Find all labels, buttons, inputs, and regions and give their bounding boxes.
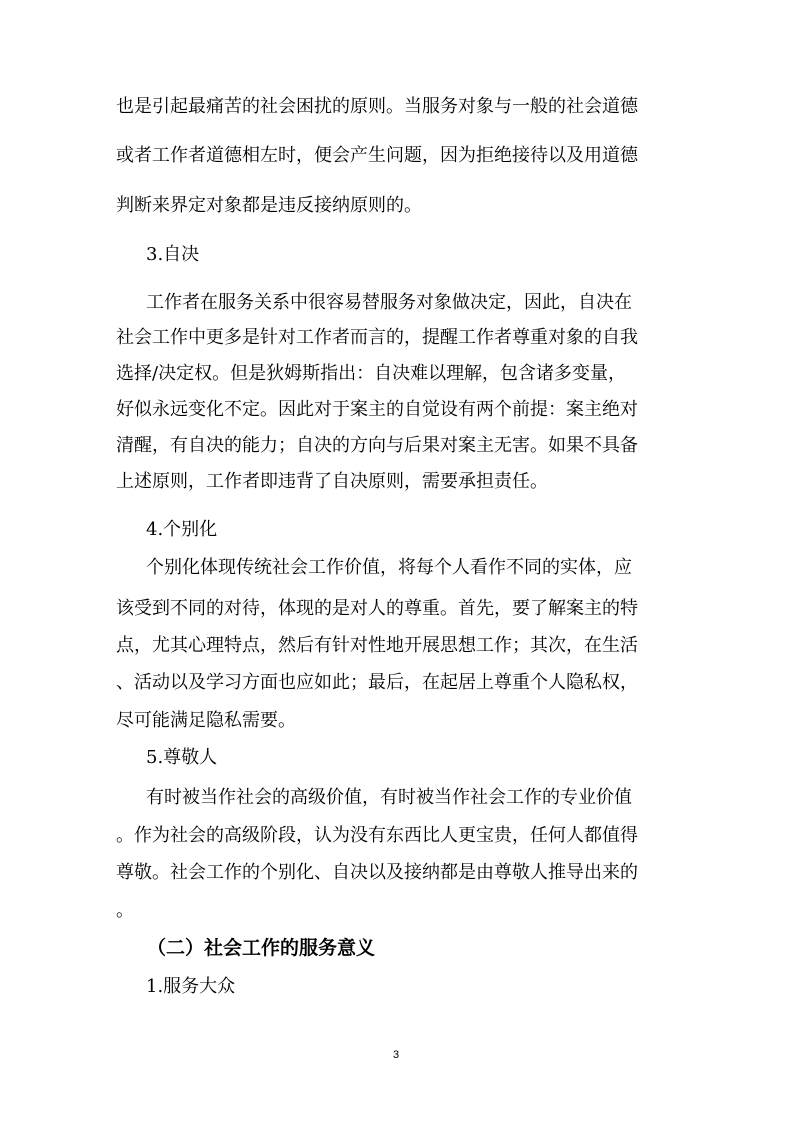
paragraph-line: 或者工作者道德相左时，便会产生问题，因为拒绝接待以及用道德 (116, 145, 638, 166)
section-heading-individualization: 4.个别化 (146, 519, 218, 540)
subsection-title: （二）社会工作的服务意义 (147, 937, 376, 959)
paragraph-line: 有时被当作社会的高级价值，有时被当作社会工作的专业价值 (146, 787, 632, 808)
section-heading-serve-public: 1.服务大众 (146, 976, 236, 997)
paragraph-line: 清醒，有自决的能力；自决的方向与后果对案主无害。如果不具备 (116, 435, 638, 456)
paragraph-line: 、活动以及学习方面也应如此；最后，在起居上尊重个人隐私权， (116, 672, 638, 693)
paragraph-line: 个别化体现传统社会工作价值，将每个人看作不同的实体，应 (146, 557, 632, 578)
paragraph-line: 上述原则，工作者即违背了自决原则，需要承担责任。 (116, 471, 548, 492)
section-heading-self-determination: 3.自决 (146, 244, 200, 265)
paragraph-line: 判断来界定对象都是违反接纳原则的。 (116, 195, 422, 216)
paragraph-line: 。 (116, 900, 134, 921)
section-heading-respect: 5.尊敬人 (146, 747, 218, 768)
paragraph-line: 该受到不同的对待，体现的是对人的尊重。首先，要了解案主的特 (116, 598, 638, 619)
paragraph-line: 尽可能满足隐私需要。 (116, 710, 296, 731)
page-number: 3 (392, 1049, 400, 1061)
paragraph-line: 工作者在服务关系中很容易替服务对象做决定，因此，自决在 (146, 292, 632, 313)
paragraph-line: 点，尤其心理特点，然后有针对性地开展思想工作；其次，在生活 (116, 635, 638, 656)
paragraph-line: 社会工作中更多是针对工作者而言的，提醒工作者尊重对象的自我 (116, 327, 638, 348)
paragraph-line: 也是引起最痛苦的社会困扰的原则。当服务对象与一般的社会道德 (116, 96, 638, 117)
paragraph-line: 好似永远变化不定。因此对于案主的自觉设有两个前提：案主绝对 (116, 399, 638, 420)
paragraph-line: 选择/决定权。但是狄姆斯指出：自决难以理解，包含诸多变量， (116, 363, 627, 384)
paragraph-line: 尊敬。社会工作的个别化、自决以及接纳都是由尊敬人推导出来的 (116, 862, 638, 883)
paragraph-line: 。作为社会的高级阶段，认为没有东西比人更宝贵，任何人都值得 (116, 825, 638, 846)
